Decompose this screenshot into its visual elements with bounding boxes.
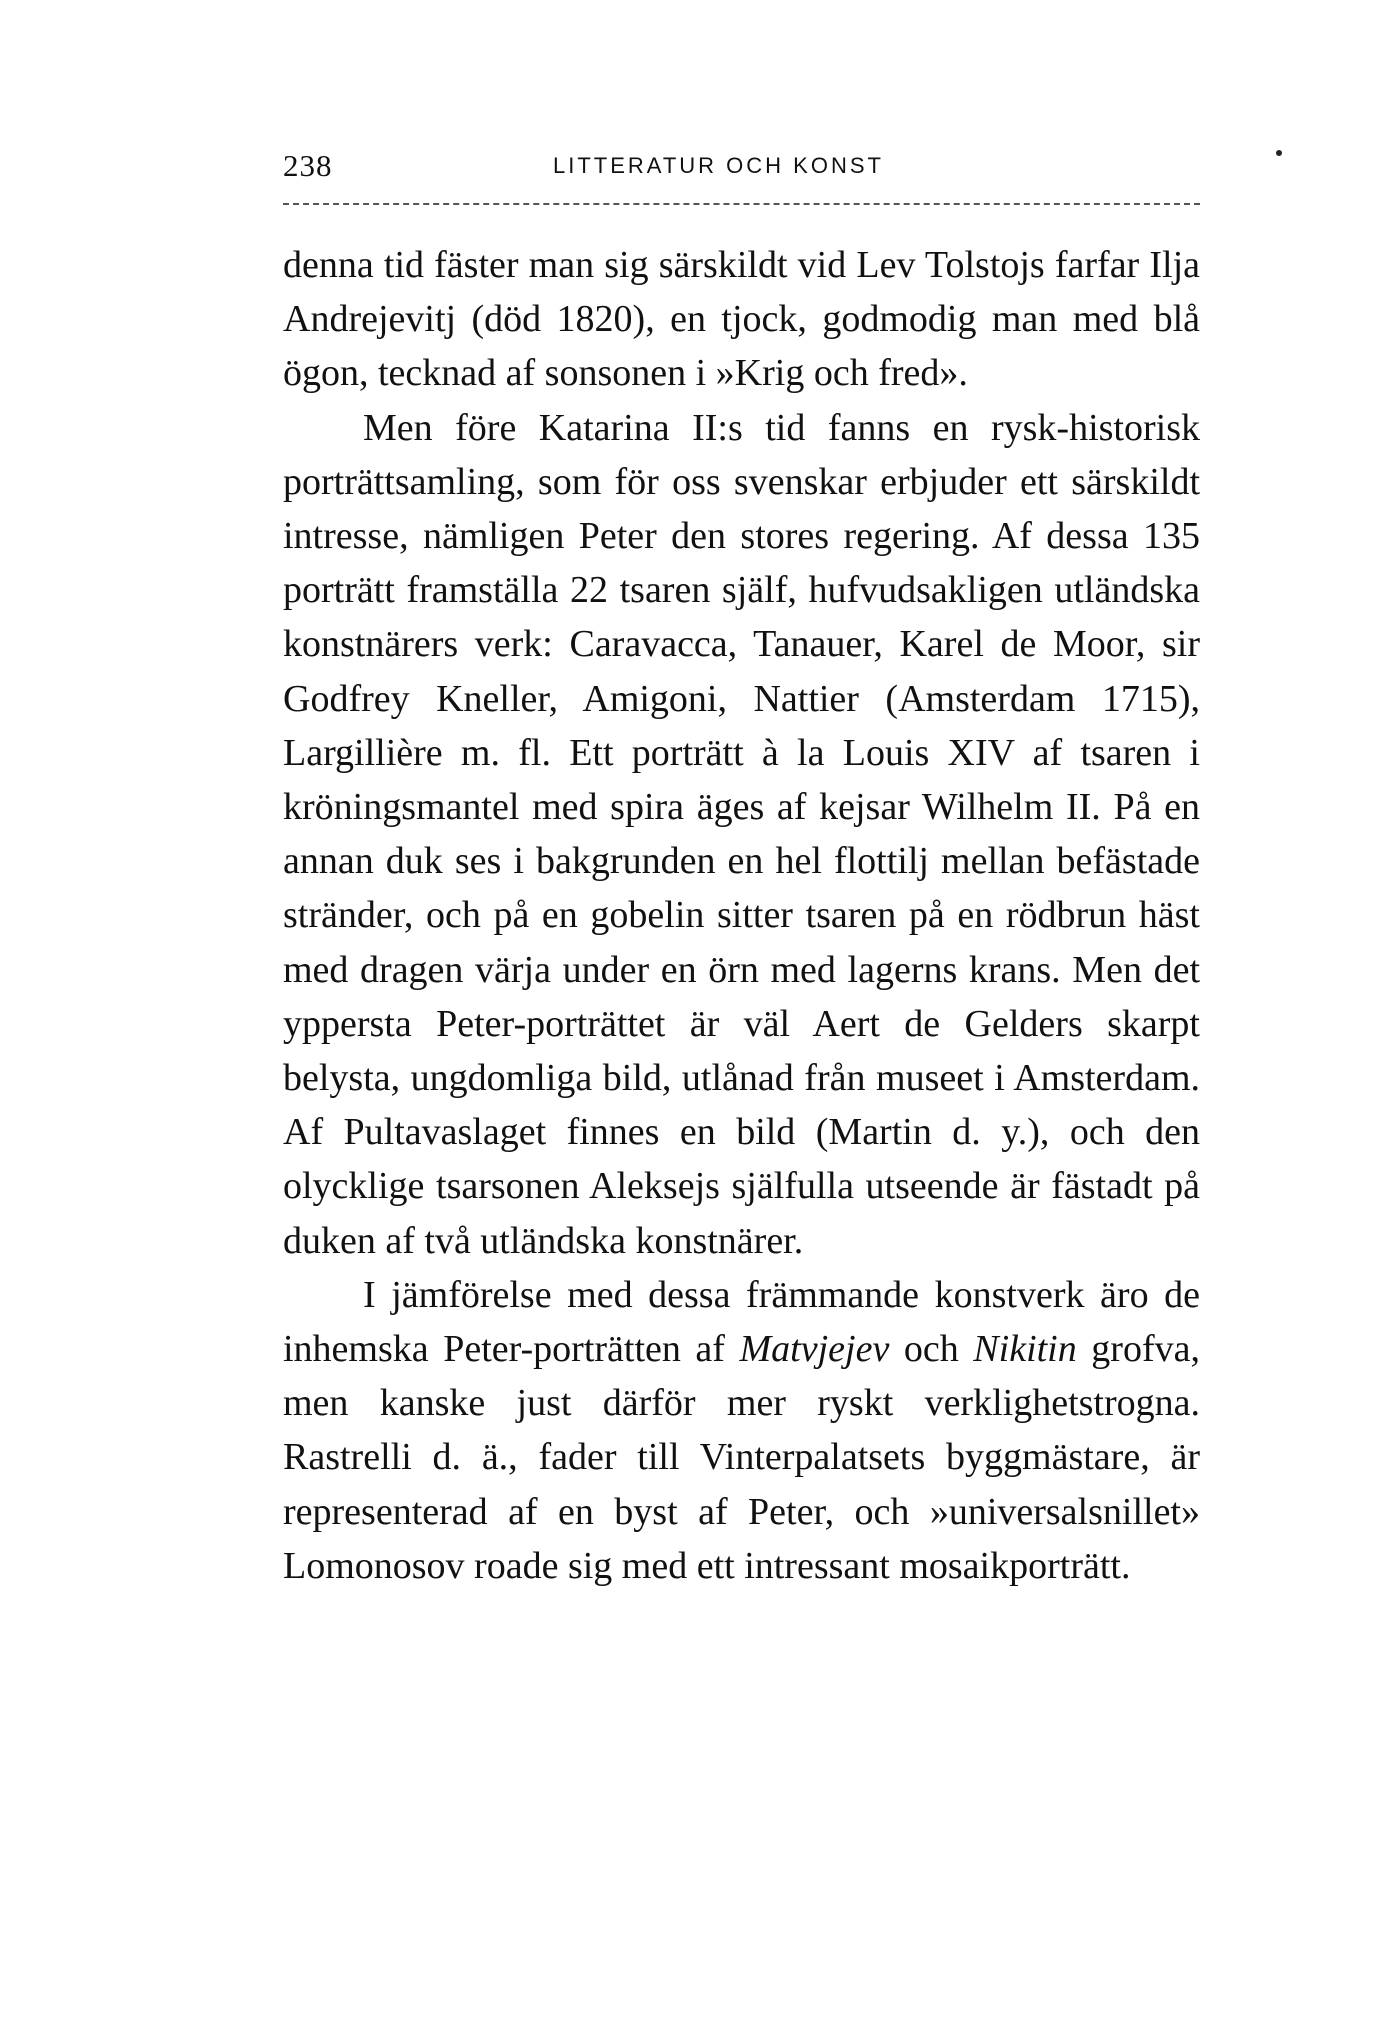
print-speck: [1276, 150, 1282, 156]
text-run: denna tid fäster man sig särskildt vid Lev Tolstojs farfar Ilja Andrejevitj (död 1820), en tjock, godmodig man med blå ögon, tecknad af sonsonen i »Krig och fred».: [283, 244, 1200, 395]
text-run: Men före Katarina II:s tid fanns en rysk-historisk porträttsamling, som för oss svenskar erbjuder ett särskildt intresse, nämligen Peter den stores regering. Af dessa 135 porträtt framställa 22 tsaren själf, hufvudsakligen utländska konstnärers verk: Caravacca, Tanauer, Karel de Moor, sir Godfrey Kneller, Amigoni, Nattier (Amsterdam 1715), Largillière m. fl. Ett porträtt à la Louis XIV af tsaren i kröningsmantel med spira äges af kejsar Wilhelm II. På en annan duk ses i bakgrunden en hel flottilj mellan befästade stränder, och på en gobelin sitter tsaren på en rödbrun häst med dragen värja under en örn med lagerns krans. Men det yppersta Peter-porträttet är väl Aert de Gelders skarpt belysta, ungdomliga bild, utlånad från museet i Amsterdam. Af Pultavaslaget finnes en bild (Martin d. y.), och den olycklige tsarsonen Aleksejs själfulla utseende är fästadt på duken af två utländska konstnärer.: [283, 406, 1200, 1262]
running-title: LITTERATUR OCH KONST: [553, 153, 884, 178]
text-run: I jämförelse med dessa främmande konstverk äro de inhemska Peter-porträtten af: [283, 1273, 1200, 1371]
text-run: och: [889, 1328, 974, 1371]
text-run: grofva, men kanske just därför mer ryskt verklighetstrogna. Rastrelli d. ä., fader till Vinterpalatsets byggmästare, är representerad af en byst af Peter, och »universalsnillet» Lomonosov roade sig med ett intressant mosaikporträtt.: [283, 1328, 1200, 1587]
body-text: [283, 238, 1200, 1593]
header-rule: [283, 203, 1200, 205]
paragraph: [283, 1268, 1200, 1593]
running-header: [283, 148, 1200, 188]
italic-text: Nikitin: [973, 1328, 1077, 1371]
paragraph: [283, 238, 1200, 401]
page-number: 238: [283, 148, 333, 183]
italic-text: Matvjejev: [739, 1328, 890, 1371]
paragraph: [283, 401, 1200, 1268]
